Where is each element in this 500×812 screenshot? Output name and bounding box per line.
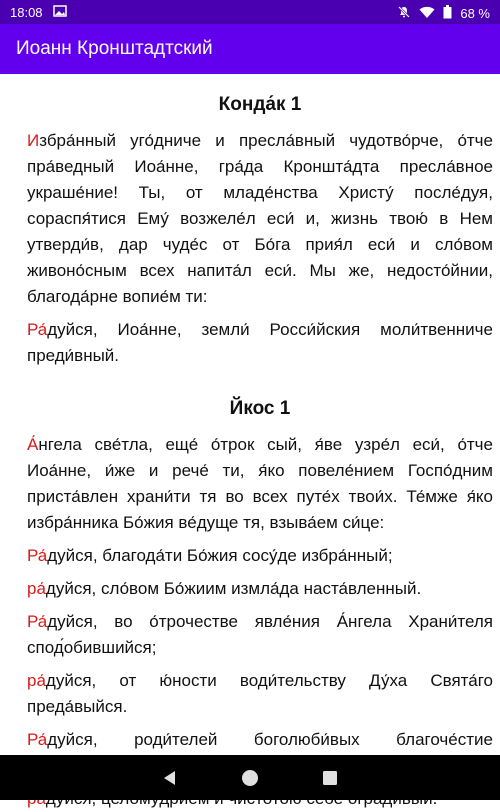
kondak-title: Конда́к 1 xyxy=(218,94,302,115)
ikos-paragraph: Ра́дуйся, во о́трочестве явле́ния А́нгела Храни́теля спод́обившийся; xyxy=(27,612,493,657)
initial-letter: Ра́ xyxy=(27,320,48,339)
ikos-paragraph: Ра́дуйся, благода́ти Бо́жия сосу́де избра́нный; xyxy=(27,546,393,565)
home-icon[interactable] xyxy=(240,768,260,788)
app-bar xyxy=(0,24,500,74)
initial-letter: Ра́ xyxy=(27,546,48,565)
kondak-paragraph: Избра́нный уго́дниче и пресла́вный чудотво́рче, о́тче пра́ведный Иоа́нне, гра́да Кроншта́дта пресла́вное украше́ние! Ты, от младе́нства Христу́ после́дуя, сораспя́тися Ему́ возжеле́л еси́ и, жизнь твою́ в Нем утверди́в, дар чуде́с от Бо́га прия́л еси́ и сло́вом живоно́сным всех напита́л еси́. Мы же, недосто́йнии, благода́рне вопие́м ти: xyxy=(27,131,493,306)
battery-icon xyxy=(443,5,452,22)
ikos-paragraph: ра́дуйся, от ю́ности води́тельству Ду́ха Свята́го преда́выйся. xyxy=(27,671,493,716)
kondak-paragraph: Ра́дуйся, Иоа́нне, земли́ Росси́йския моли́твенниче преди́вный. xyxy=(27,320,493,365)
battery-percent: 68 % xyxy=(460,6,490,21)
navigation-bar xyxy=(0,755,500,800)
text-content[interactable] xyxy=(0,74,500,754)
back-icon[interactable] xyxy=(160,768,180,788)
ikos-paragraph: ра́дуйся, сло́вом Бо́жиим измла́да наста́вленный. xyxy=(27,579,422,598)
ikos-paragraph: Ра́дуйся, роди́телей боголюби́вых благоче́стие xyxy=(27,730,493,749)
initial-letter: И xyxy=(27,131,40,150)
app-title: Иоанн Кронштадтский xyxy=(16,38,213,59)
image-icon xyxy=(53,5,67,20)
initial-letter: ра́ xyxy=(27,579,46,598)
initial-letter: Ра́ xyxy=(27,730,48,749)
status-time: 18:08 xyxy=(10,5,43,20)
initial-letter: А́ xyxy=(27,435,39,454)
recents-icon[interactable] xyxy=(320,768,340,788)
mute-icon xyxy=(397,5,411,22)
status-bar xyxy=(0,0,500,24)
initial-letter: Ра́ xyxy=(27,612,48,631)
wifi-icon xyxy=(419,6,435,22)
ikos-title: Йкос 1 xyxy=(229,398,291,419)
initial-letter: ра́ xyxy=(27,671,46,690)
ikos-paragraph: А́нгела све́тла, еще́ о́трок сый, я́ве узре́л еси́, о́тче Иоа́нне, и́же и рече́ ти, я́ко повеле́нием Госпо́дним приста́влен храни́ти тя во всех путе́х твои́х. Те́мже я́ко избра́нника Бо́жия ве́дуще тя, взыва́ем си́це: xyxy=(27,435,493,532)
